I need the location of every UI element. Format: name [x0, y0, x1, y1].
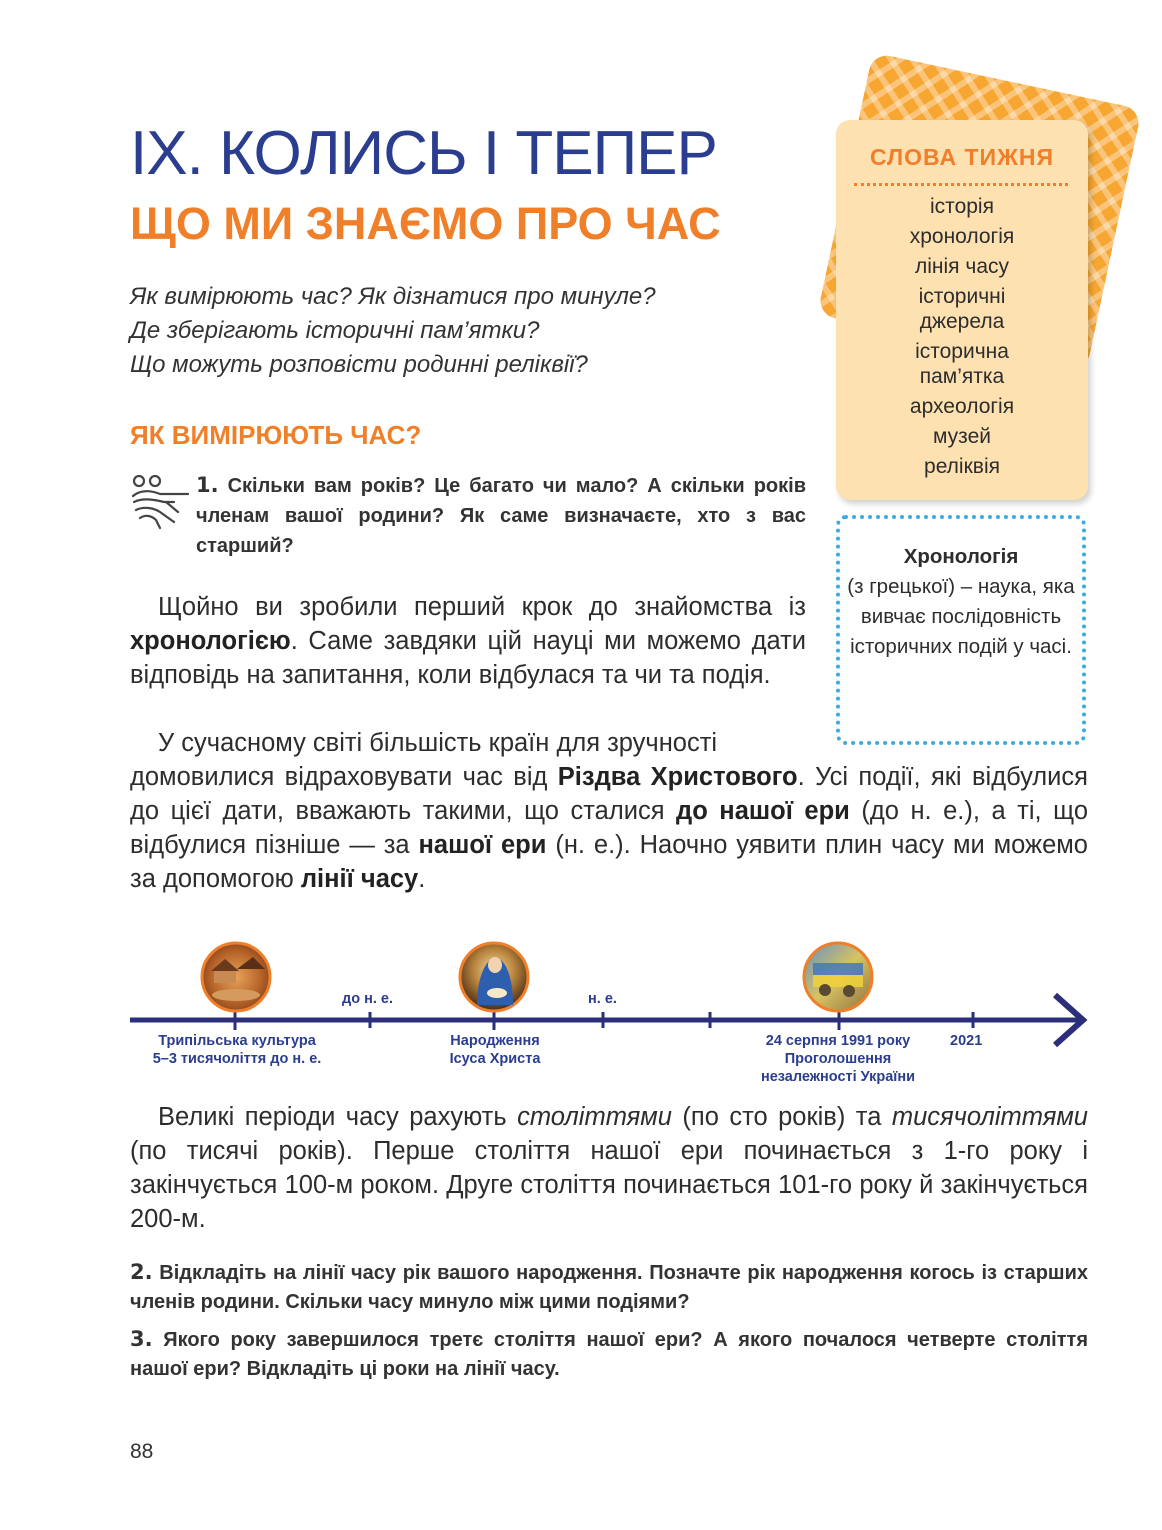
lesson-title: ЩО МИ ЗНАЄМО ПРО ЧАС — [130, 198, 721, 249]
word-item: реліквія — [924, 455, 1000, 478]
word-item: історична пам’ятка — [915, 340, 1009, 388]
section-heading: ЯК ВИМІРЮЮТЬ ЧАС? — [130, 420, 422, 450]
word-item: історичні джерела — [918, 285, 1006, 333]
dotted-divider — [854, 183, 1068, 186]
task-text: Скільки вам років? Це багато чи мало? А скільки років членам вашої родини? Як саме визначаєте, хто з вас старший? — [196, 475, 806, 557]
paragraph-centuries: Великі періоди часу рахують століттями (по сто років) та тисячоліттями (по тисячі років). Перше століття нашої ери починається з 1-го року і закінчується 100-м роком. Друге століття починається 101-го року й закінчується 200-м. — [130, 1103, 1088, 1233]
word-item: археологія — [909, 395, 1015, 418]
definition-term: Хронологія — [903, 545, 1019, 568]
chapter-title: IX. КОЛИСЬ І ТЕПЕР — [130, 119, 717, 188]
task-text: Відкладіть на лінії часу рік вашого народження. Позначте рік народження когось із старших членів родини. Скільки часу минуло між цими подіями? — [130, 1262, 1088, 1313]
words-card-title: СЛОВА ТИЖНЯ — [869, 144, 1055, 170]
page-number: 88 — [130, 1440, 154, 1463]
word-item: музей — [933, 425, 991, 448]
event-label-independence: 24 серпня 1991 року Проголошення незалежності України — [760, 1033, 916, 1085]
word-item: хронологія — [909, 225, 1015, 248]
era-bc-label: до н. е. — [342, 991, 393, 1007]
paragraph-era-start: У сучасному світі більшість країн для зручності — [158, 729, 718, 757]
definition-body: (з грецької) – наука, яка вивчає послідовність історичних подій у часі. — [847, 575, 1075, 658]
term-chronology: хронологією — [130, 627, 291, 655]
task-number: 1. — [196, 473, 219, 497]
term-timeline: лінії часу — [300, 865, 419, 893]
year-2021-label: 2021 — [950, 1033, 983, 1049]
term-centuries: століттями — [517, 1103, 672, 1131]
intro-question: Як вимірюють час? Як дізнатися про минуле? — [130, 283, 656, 310]
event-label-nativity: Народження Ісуса Христа — [449, 1033, 541, 1067]
era-ad-label: н. е. — [588, 991, 617, 1007]
word-item: історія — [930, 195, 994, 218]
term-millennia: тисячоліттями — [891, 1103, 1088, 1131]
intro-questions — [130, 280, 656, 382]
intro-question: Що можуть розповісти родинні реліквії? — [130, 351, 588, 378]
term-ad: нашої ери — [418, 831, 547, 859]
term-bc: до нашої ери — [676, 797, 850, 825]
nativity-image — [460, 943, 528, 1011]
event-label-tripillia: Трипільська культура 5–3 тисячоліття до н. е. — [152, 1033, 322, 1067]
task-2 — [130, 1258, 1088, 1317]
pair-work-icon — [130, 472, 192, 532]
task-number: 3. — [130, 1327, 153, 1351]
task-number: 2. — [130, 1260, 153, 1284]
task-1 — [196, 470, 806, 561]
independence-image — [804, 943, 872, 1011]
paragraph-chronology: Щойно ви зробили перший крок до знайомства із хронологією. Саме завдяки цій науці ми можемо дати відповідь на запитання, коли відбулася та чи та подія. — [130, 593, 806, 689]
intro-question: Де зберігають історичні пам’ятки? — [130, 317, 540, 344]
task-3 — [130, 1325, 1088, 1384]
definition-text — [840, 542, 1082, 662]
word-item: лінія часу — [914, 255, 1009, 278]
tripillia-settlement-image — [202, 943, 270, 1011]
task-text: Якого року завершилося третє століття нашої ери? А якого почалося четверте століття нашої ери? Відкладіть ці роки на лінії часу. — [130, 1329, 1088, 1380]
term-christmas: Різдва Христового — [557, 763, 798, 791]
paragraph-era: домовилися відраховувати час від Різдва Христового. Усі події, які відбулися до цієї дати, вважають такими, що сталися до нашої ери (до н. е.), а ті, що відбулися пізніше — за нашої ери (н. е.). Наочно уявити плин часу ми можемо за допомогою лінії часу. — [130, 763, 1089, 893]
words-list — [836, 194, 1088, 484]
